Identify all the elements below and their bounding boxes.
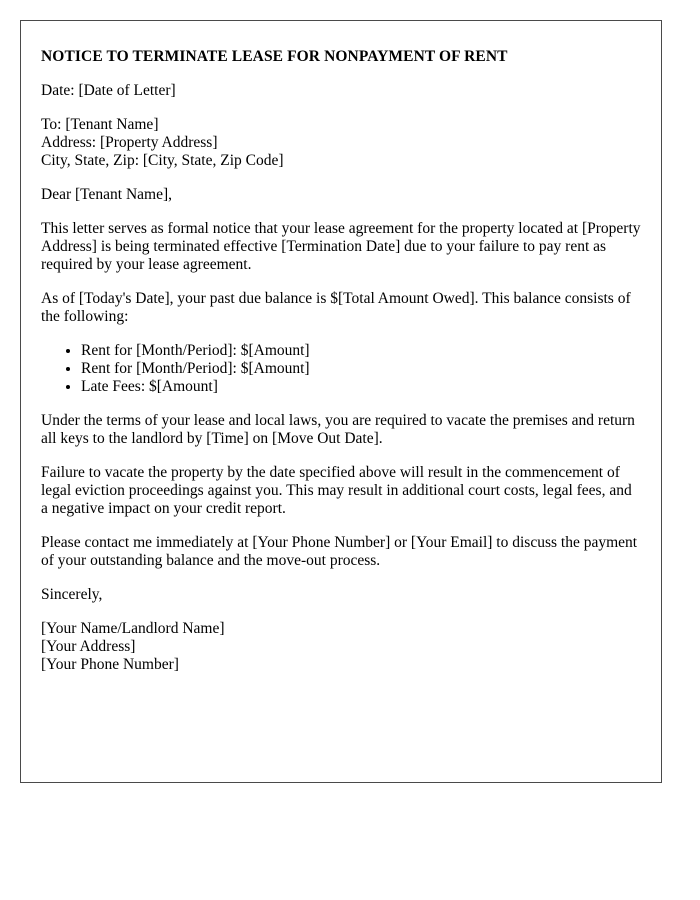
- signature-block: [41, 620, 641, 674]
- signature-phone: [Your Phone Number]: [41, 656, 179, 673]
- letter-title: NOTICE TO TERMINATE LEASE FOR NONPAYMENT OF RENT: [41, 48, 508, 65]
- signature-address: [Your Address]: [41, 638, 136, 655]
- balance-list-item: • Rent for [Month/Period]: $[Amount]: [81, 342, 641, 360]
- signature-name: [Your Name/Landlord Name]: [41, 620, 225, 637]
- recipient-city-state-zip: City, State, Zip: [City, State, Zip Code]: [41, 152, 284, 169]
- date-line: Date: [Date of Letter]: [41, 82, 176, 99]
- salutation: Dear [Tenant Name],: [41, 186, 173, 203]
- paragraph-termination-notice: This letter serves as formal notice that your lease agreement for the property located at [Property Address] is being terminated effective [Termination Date] due to your failure to pay rent as required by your lease agreement.: [41, 220, 641, 273]
- paragraph-balance: As of [Today's Date], your past due balance is $[Total Amount Owed]. This balance consists of the following:: [41, 290, 631, 325]
- paragraph-eviction-warning: Failure to vacate the property by the date specified above will result in the commencement of legal eviction proceedings against you. This may result in additional court costs, legal fees, and a negative impact on your credit report.: [41, 464, 632, 517]
- recipient-name: To: [Tenant Name]: [41, 116, 159, 133]
- paragraph-vacate-terms: Under the terms of your lease and local laws, you are required to vacate the premises and return all keys to the landlord by [Time] on [Move Out Date].: [41, 412, 635, 447]
- recipient-address: Address: [Property Address]: [41, 134, 218, 151]
- balance-list: [41, 342, 641, 396]
- closing: Sincerely,: [41, 586, 103, 603]
- letter-page: [20, 20, 662, 783]
- balance-list-item: • Late Fees: $[Amount]: [81, 378, 641, 396]
- balance-list-item: • Rent for [Month/Period]: $[Amount]: [81, 360, 641, 378]
- recipient-block: [41, 116, 641, 170]
- paragraph-contact: Please contact me immediately at [Your Phone Number] or [Your Email] to discuss the payment of your outstanding balance and the move-out process.: [41, 534, 638, 569]
